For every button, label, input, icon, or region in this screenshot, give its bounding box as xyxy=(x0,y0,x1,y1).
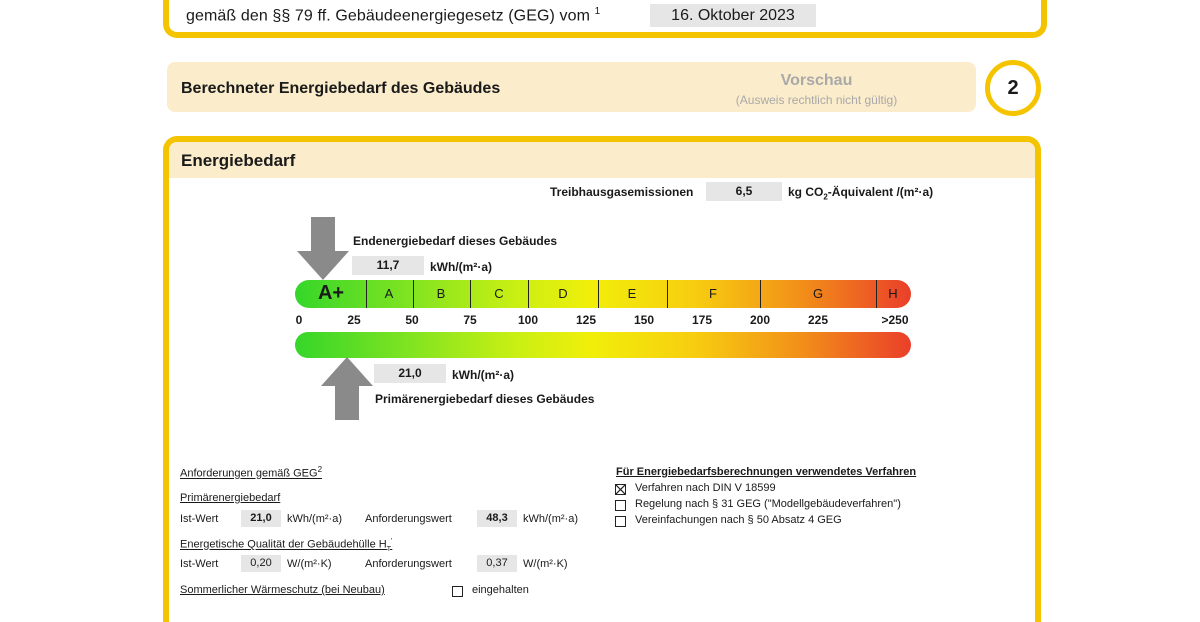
energy-panel-header xyxy=(169,142,1035,178)
primary-energy-value: 21,0 xyxy=(374,364,446,383)
end-energy-unit: kWh/(m²·a) xyxy=(430,260,492,274)
scale-divider xyxy=(413,280,414,308)
summer-protection-heading: Sommerlicher Wärmeschutz (bei Neubau) xyxy=(180,584,385,596)
preview-label: Vorschau xyxy=(780,72,853,89)
requirements-heading: Anforderungen gemäß GEG$^2$ xyxy=(180,465,323,480)
scale-tick-label: 175 xyxy=(691,313,713,327)
primary-ist-unit: kWh/(m²·a) xyxy=(287,513,342,525)
scale-tick-label: 75 xyxy=(463,313,477,327)
scale-tick-label: 125 xyxy=(575,313,597,327)
scale-tick-label: 0 xyxy=(295,313,303,327)
procedure-checkbox[interactable] xyxy=(615,516,626,527)
end-energy-arrow-icon xyxy=(296,217,350,282)
quality-ist-label: Ist-Wert xyxy=(180,558,219,570)
primary-ist-label: Ist-Wert xyxy=(180,513,219,525)
procedure-option-label: Vereinfachungen nach § 50 Absatz 4 GEG xyxy=(635,514,842,526)
quality-anf-label: Anforderungswert xyxy=(365,558,452,570)
procedure-option-label: Verfahren nach DIN V 18599 xyxy=(635,482,776,494)
primary-energy-scale xyxy=(295,332,911,358)
scale-divider xyxy=(366,280,367,308)
quality-anf-unit: W/(m²·K) xyxy=(523,558,568,570)
energy-class-a-plus: A+ xyxy=(317,282,345,304)
ghg-label: Treibhausgasemissionen xyxy=(550,185,694,199)
procedure-heading: Für Energiebedarfsberechnungen verwendetes Verfahren xyxy=(616,466,917,478)
scale-divider xyxy=(598,280,599,308)
primary-ist-value: 21,0 xyxy=(241,510,281,527)
primary-energy-unit: kWh/(m²·a) xyxy=(452,368,514,382)
scale-divider xyxy=(760,280,761,308)
scale-divider xyxy=(528,280,529,308)
summer-protection-checkbox[interactable] xyxy=(452,586,463,597)
procedure-checkbox[interactable] xyxy=(615,500,626,511)
scale-tick-label: >250 xyxy=(881,313,909,327)
preview-note: (Ausweis rechtlich nicht gültig) xyxy=(735,93,898,107)
scale-divider xyxy=(876,280,877,308)
end-energy-value: 11,7 xyxy=(352,256,424,275)
summer-protection-label: eingehalten xyxy=(472,584,529,596)
energy-class-f: F xyxy=(709,286,717,301)
issue-date: 16. Oktober 2023 xyxy=(650,4,816,27)
energy-panel-title: Energiebedarf xyxy=(181,151,296,170)
scale-divider xyxy=(667,280,668,308)
primary-energy-arrow-icon xyxy=(320,357,374,421)
ghg-unit: kg $CO_2$-Äquivalent /(m²·a) xyxy=(788,185,934,202)
energy-class-b: B xyxy=(436,286,446,301)
ghg-value: 6,5 xyxy=(706,182,782,201)
primary-requirement-heading: Primärenergiebedarf xyxy=(180,492,281,504)
energy-class-e: E xyxy=(627,286,637,301)
quality-ist-value: 0,20 xyxy=(241,555,281,572)
section-title: Berechneter Energiebedarf des Gebäudes xyxy=(181,80,501,97)
procedure-option-label: Regelung nach § 31 GEG ("Modellgebäudeverfahren") xyxy=(635,498,901,510)
legal-basis-text: gemäß den §§ 79 ff. Gebäudeenergiegesetz (GEG) vom $^1$ xyxy=(186,6,601,25)
primary-anf-unit: kWh/(m²·a) xyxy=(523,513,578,525)
primary-anf-label: Anforderungswert xyxy=(365,513,452,525)
end-energy-label: Endenergiebedarf dieses Gebäudes xyxy=(353,234,558,248)
energy-class-h: H xyxy=(888,286,898,301)
primary-anf-value: 48,3 xyxy=(477,510,517,527)
scale-tick-label: 25 xyxy=(347,313,361,327)
preview-notice xyxy=(730,72,903,107)
scale-tick-label: 50 xyxy=(405,313,419,327)
scale-tick-label: 100 xyxy=(517,313,539,327)
energy-class-d: D xyxy=(558,286,568,301)
quality-anf-value: 0,37 xyxy=(477,555,517,572)
scale-divider xyxy=(470,280,471,308)
scale-tick-label: 150 xyxy=(633,313,655,327)
primary-energy-label: Primärenergiebedarf dieses Gebäudes xyxy=(375,392,595,406)
scale-tick-label: 200 xyxy=(749,313,771,327)
procedure-checkbox[interactable] xyxy=(615,484,626,495)
scale-tick-label: 225 xyxy=(807,313,829,327)
energy-class-a: A xyxy=(384,286,394,301)
energy-class-c: C xyxy=(494,286,504,301)
page-number-badge: 2 xyxy=(985,60,1041,116)
quality-ist-unit: W/(m²·K) xyxy=(287,558,332,570)
energy-class-g: G xyxy=(812,286,824,301)
quality-heading: Energetische Qualität der Gebäudehülle $H_T'$ xyxy=(180,538,393,553)
